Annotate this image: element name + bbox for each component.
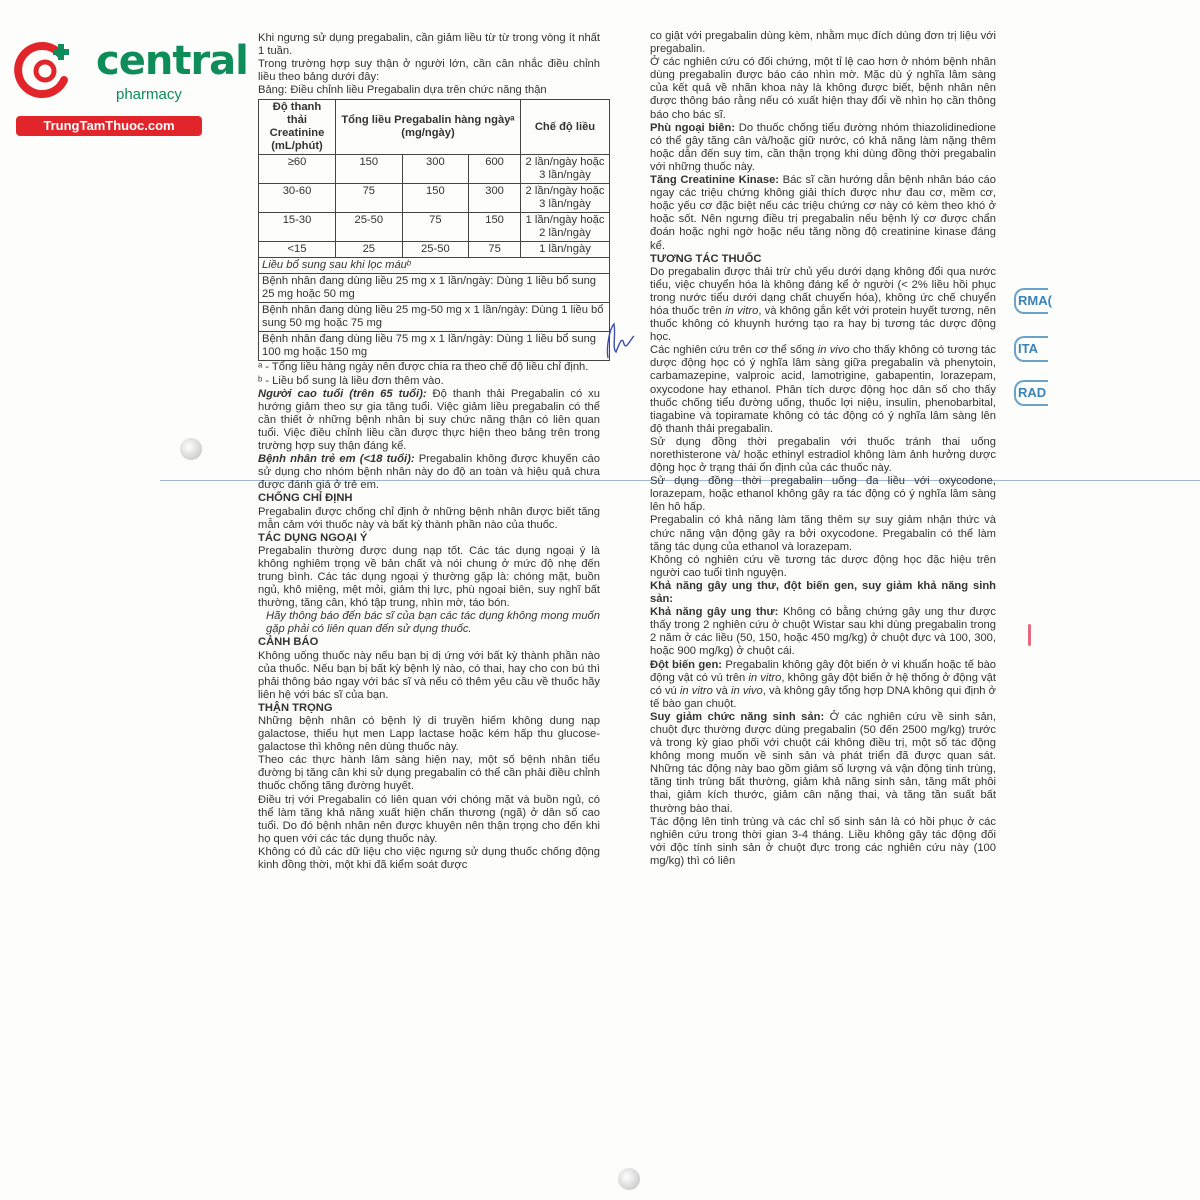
paragraph bbox=[650, 122, 996, 174]
section-heading: CẢNH BÁO bbox=[258, 636, 319, 649]
subheading: Suy giảm chức năng sinh sản: bbox=[650, 710, 825, 723]
paragraph bbox=[650, 659, 996, 711]
table-cell: 25-50 bbox=[336, 213, 403, 242]
italic-term: in vivo bbox=[817, 344, 850, 357]
section-heading: THẬN TRỌNG bbox=[258, 701, 333, 714]
table-cell: 2 lần/ngày hoặc 3 lần/ngày bbox=[521, 155, 610, 184]
table-cell: 75 bbox=[336, 184, 403, 213]
italic-term: in vitro bbox=[725, 304, 759, 317]
paragraph bbox=[650, 344, 996, 436]
table-cell: 150 bbox=[469, 213, 521, 242]
section-heading: Khả năng gây ung thư, đột biến gen, suy giảm khả năng sinh sản: bbox=[650, 579, 996, 606]
paragraph-text: Các nghiên cứu trên cơ thể sống bbox=[650, 344, 818, 357]
paragraph-text: Độ thanh thải Pregabalin có xu hướng giảm theo sự gia tăng tuổi. Việc giảm liều pregabalin có thể cần thiết ở những bệnh nhân bị suy chức năng thận có liên quan tuổi. Việc điều chỉnh liều cần được thực hiện theo bảng trên trong trường hợp suy thận đáng kể. bbox=[258, 387, 600, 453]
table-cell: 2 lần/ngày hoặc 3 lần/ngày bbox=[521, 184, 610, 213]
footnote: ᵃ - Tổng liều hàng ngày nên được chia ra theo chế độ liều chỉ định. bbox=[258, 361, 589, 374]
table-cell: 25 bbox=[336, 242, 403, 258]
paragraph bbox=[650, 606, 996, 658]
paragraph-text: , không gây đột biến ở hệ thống ở động vật có vú bbox=[650, 671, 997, 697]
italic-term: in vitro bbox=[748, 671, 782, 684]
paragraph: Sử dụng đồng thời pregabalin với thuốc tránh thai uống norethisterone và/ hoặc ethinyl estradiol không làm ảnh hưởng dược động học ở trạng thái ổn định của các thuốc này. bbox=[650, 435, 996, 475]
table-row bbox=[259, 332, 610, 361]
side-tab: ITA bbox=[1014, 336, 1048, 362]
paragraph: Không có nghiên cứu về tương tác dược động học đặc hiệu trên người cao tuổi tình nguyện. bbox=[650, 553, 996, 579]
subheading: Khả năng gây ung thư: bbox=[650, 606, 779, 619]
table-cell: 15-30 bbox=[259, 213, 336, 242]
subheading: Đột biến gen: bbox=[650, 658, 723, 671]
subheading: Phù ngoại biên: bbox=[650, 121, 736, 134]
left-column bbox=[258, 32, 605, 872]
paragraph: Pregabalin thường được dung nạp tốt. Các tác dụng ngoại ý là không nghiêm trọng về bản chất và nói chung ở mức độ nhẹ đến trung bình. Các tác dụng ngoại ý thường gặp là: chóng mặt, buồn ngủ, khô miệng, mệt mỏi, giảm thị lực, phù ngoại biên, suy nghĩ bất thường, tăng cân, khó tập trung, nhìn mờ, táo bón. bbox=[258, 544, 600, 610]
paragraph: Những bệnh nhân có bệnh lý di truyền hiếm không dung nạp galactose, thiếu hụt men Lapp lactase hoặc kém hấp thu glucose-galactose thì không nên dùng thuốc này. bbox=[258, 715, 600, 754]
paragraph: Điều trị với Pregabalin có liên quan với chóng mặt và buồn ngủ, có thể làm tăng khả năng xuất hiện chấn thương (ngã) ở dân số cao tuổi. Do đó bệnh nhân nên được khuyên nên thận trọng cho đến khi họ quen với các tác dụng thuốc này. bbox=[258, 793, 600, 845]
paragraph-text: và bbox=[712, 684, 731, 697]
table-cell: 75 bbox=[469, 242, 521, 258]
table-cell: 30-60 bbox=[259, 184, 336, 213]
paragraph-text: Pregabalin không gây đột biến ở vi khuẩn hoặc tế bào động vật có vú trên bbox=[650, 658, 997, 684]
table-row bbox=[259, 213, 610, 242]
table-row bbox=[259, 258, 610, 274]
paragraph: Sử dụng đồng thời pregabalin uống đa liều với oxycodone, lorazepam, hoặc ethanol không gây ra tác động có ý nghĩa lâm sàng lên hô hấp. bbox=[650, 475, 996, 514]
punch-hole bbox=[180, 438, 202, 460]
ink-mark bbox=[1028, 624, 1031, 646]
paragraph: Khi ngưng sử dụng pregabalin, cần giảm liều từ từ trong vòng ít nhất 1 tuần. bbox=[258, 32, 600, 58]
dose-adjustment-table bbox=[258, 99, 610, 361]
table-row bbox=[259, 303, 610, 332]
table-row bbox=[259, 242, 610, 258]
paragraph-text: Do thuốc chống tiểu đường nhóm thiazolidinedione có thể gây tăng cân và/hoặc giữ nước, có khả năng làm nặng thêm hoặc dẫn đến suy tim, cần thận trọng khi dùng đồng thời pregabalin với những thuốc này. bbox=[650, 121, 996, 173]
paragraph: Hãy thông báo đến bác sĩ của bạn các tác dụng không mong muốn gặp phải có liên quan đến sử dụng thuốc. bbox=[266, 610, 600, 636]
logo-name: central bbox=[96, 38, 248, 84]
paragraph: Không có đủ các dữ liệu cho việc ngưng sử dụng thuốc chống động kinh đồng thời, một khi đã kiểm soát được bbox=[258, 845, 600, 872]
paragraph: Không uống thuốc này nếu bạn bị dị ứng với bất kỳ thành phần nào của thuốc. Nếu bạn bị bất kỳ bệnh lý nào, có thai, hay cho con bú thì phải thông báo ngay với bác sĩ và nếu có thêm yêu cầu về thuốc hãy liên hệ với bác sĩ của bạn. bbox=[258, 649, 600, 701]
table-cell: 150 bbox=[402, 184, 469, 213]
subheading: Bệnh nhân trẻ em (<18 tuổi): bbox=[258, 453, 415, 466]
paragraph: Pregabalin được chống chỉ định ở những bệnh nhân được biết tăng mẫn cảm với thuốc này và bất kỳ thành phần nào của thuốc. bbox=[258, 505, 600, 531]
table-cell: 1 lần/ngày hoặc 2 lần/ngày bbox=[521, 213, 610, 242]
table-row bbox=[259, 274, 610, 303]
paragraph-text: , và không gây tổng hợp DNA không qui định ở tế bào gan chuột. bbox=[650, 684, 996, 710]
paragraph: co giật với pregabalin dùng kèm, nhằm mục đích dùng đơn trị liệu với pregabalin. bbox=[650, 30, 996, 56]
table-cell: 1 lần/ngày bbox=[521, 242, 610, 258]
footnote: ᵇ - Liều bổ sung là liều đơn thêm vào. bbox=[258, 374, 444, 387]
paragraph bbox=[650, 711, 996, 816]
table-header: Tổng liều Pregabalin hàng ngàyᵃ (mg/ngày) bbox=[336, 100, 521, 155]
table-cell: <15 bbox=[259, 242, 336, 258]
section-heading: CHỐNG CHỈ ĐỊNH bbox=[258, 492, 353, 505]
paragraph bbox=[650, 266, 996, 345]
paragraph-text: Ở các nghiên cứu về sinh sản, chuột đực thường được dùng pregabalin (50 đến 2500 mg/kg) trước và trong kỳ giao phối với chuột cái không điều trị, một số tác động không mong muốn về sinh sản và phát triển đã được quan sát. Những tác động này bao gồm giảm số lượng và vận động tinh trùng, tăng tinh trùng bất thường, giảm khả năng sinh sản, tăng mất phôi thai, giảm kích thước, giảm cân nặng thai, và tăng tần suất bất thường bào thai. bbox=[650, 710, 996, 815]
table-row bbox=[259, 155, 610, 184]
subheading: Người cao tuổi (trên 65 tuổi): bbox=[258, 387, 427, 400]
table-cell: 150 bbox=[336, 155, 403, 184]
table-cell: 300 bbox=[469, 184, 521, 213]
paragraph-text: Pregabalin không được khuyến cáo sử dụng cho nhóm bệnh nhân này do độ an toàn và hiệu quả chưa được đánh giá ở trẻ em. bbox=[258, 453, 600, 492]
central-pharmacy-logo bbox=[8, 36, 248, 136]
paragraph-text: , và không gắn kết với protein huyết tương, nên thuốc không có khuynh hướng tạo ra hay bị tương tác dược động học. bbox=[650, 304, 997, 344]
table-cell: 75 bbox=[402, 213, 469, 242]
paragraph bbox=[650, 174, 996, 253]
section-heading: TƯƠNG TÁC THUỐC bbox=[650, 252, 762, 265]
paragraph: Ở các nghiên cứu có đối chứng, một tỉ lệ cao hơn ở nhóm bệnh nhân dùng pregabalin được báo cáo nhìn mờ. Mặc dù ý nghĩa lâm sàng của kết quả về nhãn khoa này là không được biết, bệnh nhân nên được thông báo rằng nếu có xuất hiện thay đổi về nhìn họ cần thông báo cho bác sĩ. bbox=[650, 56, 996, 121]
table-header: Độ thanh thải Creatinine (mL/phút) bbox=[259, 100, 336, 155]
side-tab: RMA( bbox=[1014, 288, 1048, 314]
paragraph: Trong trường hợp suy thận ở người lớn, cần cân nhắc điều chỉnh liều theo bảng dưới đây: bbox=[258, 58, 600, 84]
paragraph bbox=[258, 388, 600, 453]
table-header: Chế độ liều bbox=[521, 100, 610, 155]
table-cell: 25-50 bbox=[402, 242, 469, 258]
table-subheader: Liều bổ sung sau khi lọc máuᵇ bbox=[259, 258, 610, 274]
table-note: Bệnh nhân đang dùng liều 75 mg x 1 lần/ngày: Dùng 1 liều bổ sung 100 mg hoặc 150 mg bbox=[259, 332, 610, 361]
italic-term: in vivo bbox=[730, 684, 763, 697]
paragraph: Theo các thực hành lâm sàng hiện nay, một số bệnh nhân tiểu đường bị tăng cân khi sử dụng pregabalin có thể cần phải điều chỉnh thuốc chống tăng đường huyết. bbox=[258, 754, 600, 793]
italic-term: in vitro bbox=[679, 684, 713, 697]
side-tab: RAD bbox=[1014, 380, 1048, 406]
subheading: Tăng Creatinine Kinase: bbox=[650, 174, 780, 187]
paragraph: Pregabalin có khả năng làm tăng thêm sự suy giảm nhận thức và chức năng vận động gây ra bởi oxycodone. Pregabalin có thể làm tăng tác dụng của ethanol và lorazepam. bbox=[650, 514, 996, 553]
logo-subtitle: pharmacy bbox=[116, 86, 182, 103]
table-cell: ≥60 bbox=[259, 155, 336, 184]
paragraph bbox=[258, 453, 600, 492]
paragraph-text: Không có bằng chứng gây ung thư được thấy trong 2 nghiên cứu ở chuột Wistar sau khi dùng pregabalin trong 2 năm ở các liều (50, 150, hoặc 450 mg/kg) ở chuột đực và 100, 300, hoặc 900 mg/kg) ở chuột cái. bbox=[650, 606, 996, 658]
table-caption: Bảng: Điều chỉnh liều Pregabalin dựa trên chức năng thận bbox=[258, 84, 547, 97]
table-cell: 300 bbox=[402, 155, 469, 184]
section-heading: TÁC DỤNG NGOẠI Ý bbox=[258, 531, 368, 544]
right-column bbox=[650, 30, 996, 868]
paragraph-text: Do pregabalin được thải trừ chủ yếu dưới dạng không đổi qua nước tiểu, việc chuyển hóa là không đáng kể ở người (< 2% liều hồi phục trong nước tiểu dưới dạng chất chuyển hóa), không ức chế chuyển hóa thuốc trên bbox=[650, 265, 996, 317]
paragraph-text: cho thấy không có tương tác dược động học có ý nghĩa lâm sàng giữa pregabalin và phenytoin, carbamazepine, valproic acid, lamotrigine, gabapentin, lorazepam, oxycodone hay ethanol. Phân tích dược động học dân số cho thấy thuốc chống tiểu đường uống, thuốc lợi niệu, insulin, phenobarbital, tiagabine và topiramate không có tác động có ý nghĩa lâm sàng lên độ thanh thải pregabalin. bbox=[650, 344, 996, 435]
logo-banner: TrungTamThuoc.com bbox=[16, 116, 202, 136]
logo-symbol-icon bbox=[16, 42, 74, 100]
table-cell: 600 bbox=[469, 155, 521, 184]
paragraph-text: Bác sĩ cần hướng dẫn bệnh nhân báo cáo ngay các triệu chứng không giải thích được như đau cơ, mềm cơ, hoặc yếu cơ đặc biệt nếu các triệu chứng cơ này có kèm theo khó ở hoặc sốt. Nên ngưng điều trị pregabalin nếu bệnh lý cơ được chẩn đoán hoặc nghi ngờ hoặc nếu tăng nồng độ creatinine kinase đáng kể. bbox=[650, 174, 996, 252]
table-row bbox=[259, 184, 610, 213]
punch-hole bbox=[618, 1168, 640, 1190]
table-note: Bệnh nhân đang dùng liều 25 mg x 1 lần/ngày: Dùng 1 liều bổ sung 25 mg hoặc 50 mg bbox=[259, 274, 610, 303]
paragraph: Tác động lên tinh trùng và các chỉ số sinh sản là có hồi phục ở các nghiên cứu trong thời gian 3-4 tháng. Liều không gây tác động đối với độc tính sinh sản ở chuột đực trong các nghiên cứu này (100 mg/kg) thì có liên bbox=[650, 815, 996, 867]
table-note: Bệnh nhân đang dùng liều 25 mg-50 mg x 1 lần/ngày: Dùng 1 liều bổ sung 50 mg hoặc 75 mg bbox=[259, 303, 610, 332]
